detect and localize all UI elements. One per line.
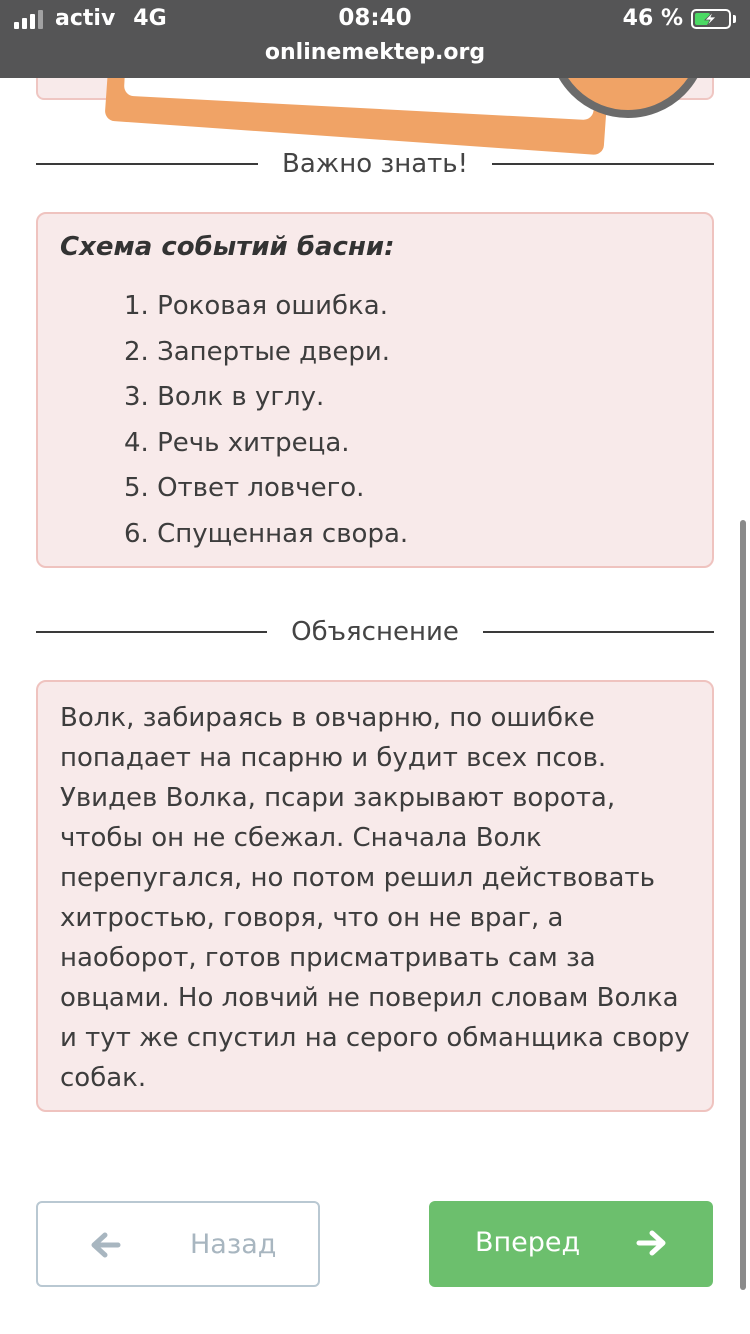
event-item: 2. Запертые двери.	[124, 336, 391, 367]
explanation-divider	[36, 612, 714, 652]
divider-line-right	[492, 163, 714, 165]
divider-line-left	[36, 631, 267, 633]
events-list	[124, 284, 408, 558]
important-heading: Важно знать!	[282, 149, 469, 179]
status-bar	[0, 0, 750, 78]
back-button[interactable]	[36, 1201, 320, 1287]
events-card	[36, 212, 714, 568]
events-card-title: Схема событий басни:	[60, 232, 395, 262]
scrollbar[interactable]	[740, 520, 746, 1290]
event-item: 4. Речь хитреца.	[124, 427, 350, 458]
status-right	[623, 6, 736, 31]
next-button[interactable]	[429, 1201, 713, 1287]
explanation-card	[36, 680, 714, 1112]
event-item: 3. Волк в углу.	[124, 382, 325, 413]
battery-tip	[733, 15, 736, 23]
explanation-heading: Объяснение	[291, 617, 459, 647]
divider-line-left	[36, 163, 258, 165]
charging-bolt-icon	[693, 11, 729, 27]
divider-line-right	[483, 631, 714, 633]
network-type: 4G	[133, 6, 167, 31]
clock: 08:40	[338, 5, 412, 31]
battery-icon	[691, 9, 731, 29]
event-item: 6. Спущенная свора.	[124, 518, 409, 549]
event-item: 5. Ответ ловчего.	[124, 473, 365, 504]
arrow-left-icon	[88, 1229, 122, 1261]
important-divider	[36, 144, 714, 184]
carrier-name: activ	[55, 6, 116, 31]
arrow-right-icon	[635, 1227, 669, 1259]
explanation-text: Волк, забираясь в овчарню, по ошибке попадает на псарню и будит всех псов. Увидев Волка, псари закрывают ворота, чтобы он не сбежал. Сначала Волк перепугался, но потом решил действовать хитростью, говоря, что он не враг, а наоборот, готов присматривать сам за овцами. Но ловчий не поверил словам Волка и тут же спустил на серого обманщика свору собак.	[60, 703, 690, 1093]
event-item: 1. Роковая ошибка.	[124, 291, 388, 321]
next-button-label: Вперед	[475, 1227, 581, 1258]
battery-percent: 46 %	[622, 6, 683, 31]
back-button-label: Назад	[190, 1229, 277, 1260]
page-url[interactable]: onlinemektep.org	[264, 40, 486, 65]
